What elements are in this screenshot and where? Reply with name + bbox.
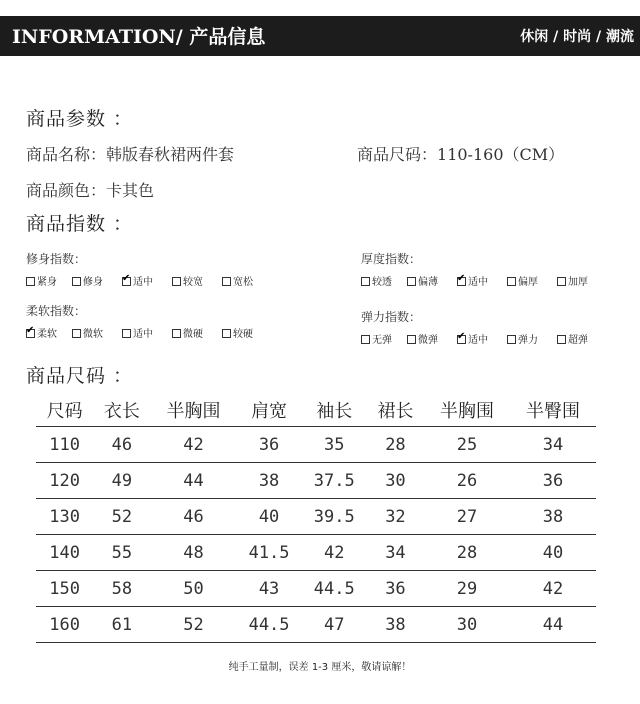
index-option[interactable] — [122, 273, 153, 288]
table-cell: 37.5 — [302, 463, 367, 499]
index-option[interactable] — [26, 325, 57, 340]
index-option-label: 适中 — [468, 277, 488, 288]
checkbox-icon[interactable] — [507, 335, 516, 344]
table-cell: 28 — [424, 535, 510, 571]
index-option[interactable] — [361, 273, 392, 288]
index-title: 弹力指数： — [361, 310, 422, 324]
index-option-label: 较宽 — [183, 277, 203, 288]
index-option-label: 较透 — [372, 277, 392, 288]
softness-index — [26, 302, 286, 339]
table-cell: 27 — [424, 499, 510, 535]
checkbox-icon[interactable] — [557, 335, 566, 344]
product-name-value: 韩版春秋裙两件套 — [106, 145, 235, 164]
index-option[interactable] — [26, 273, 57, 288]
index-option[interactable] — [507, 273, 538, 288]
checkbox-icon[interactable] — [72, 329, 81, 338]
product-size — [357, 142, 564, 165]
table-cell: 50 — [151, 571, 237, 607]
column-header: 裙长 — [367, 394, 424, 427]
index-option-label: 微弹 — [418, 335, 438, 346]
checkbox-icon[interactable] — [557, 277, 566, 286]
table-cell: 55 — [93, 535, 150, 571]
index-option-label: 偏厚 — [518, 277, 538, 288]
table-cell: 130 — [36, 499, 93, 535]
table-cell: 52 — [93, 499, 150, 535]
checked-checkbox-icon[interactable] — [457, 335, 466, 344]
table-cell: 29 — [424, 571, 510, 607]
checked-checkbox-icon[interactable] — [457, 277, 466, 286]
table-cell: 47 — [302, 607, 367, 643]
index-option-label: 适中 — [133, 329, 153, 340]
table-cell: 46 — [93, 427, 150, 463]
table-cell: 44 — [510, 607, 596, 643]
size-table — [36, 394, 596, 643]
banner-title: INFORMATION/ 产品信息 — [12, 26, 266, 48]
table-cell: 110 — [36, 427, 93, 463]
column-header: 肩宽 — [236, 394, 301, 427]
index-option-label: 修身 — [83, 277, 103, 288]
measurement-note: 纯手工量制，误差 1-3 厘米，敬请谅解！ — [228, 662, 412, 673]
checkbox-icon[interactable] — [172, 277, 181, 286]
index-option-label: 紧身 — [37, 277, 57, 288]
index-option-label: 弹力 — [518, 335, 538, 346]
table-cell: 49 — [93, 463, 150, 499]
table-cell: 48 — [151, 535, 237, 571]
table-row — [36, 607, 596, 643]
index-option[interactable] — [407, 331, 438, 346]
checked-checkbox-icon[interactable] — [26, 329, 35, 338]
index-title: 厚度指数： — [361, 252, 422, 266]
table-cell: 38 — [510, 499, 596, 535]
column-header: 尺码 — [36, 394, 93, 427]
product-name-label: 商品名称： — [26, 145, 107, 164]
table-cell: 35 — [302, 427, 367, 463]
index-heading: 商品指数 ： — [26, 213, 134, 235]
table-row — [36, 499, 596, 535]
index-option-label: 适中 — [133, 277, 153, 288]
table-cell: 42 — [510, 571, 596, 607]
table-cell: 120 — [36, 463, 93, 499]
product-size-value: 110-160（CM） — [437, 145, 565, 164]
table-cell: 28 — [367, 427, 424, 463]
table-cell: 40 — [236, 499, 301, 535]
checkbox-icon[interactable] — [72, 277, 81, 286]
table-row — [36, 427, 596, 463]
product-size-label: 商品尺码： — [357, 145, 438, 164]
table-cell: 36 — [367, 571, 424, 607]
checkbox-icon[interactable] — [361, 335, 370, 344]
table-cell: 32 — [367, 499, 424, 535]
index-option-label: 微硬 — [183, 329, 203, 340]
index-option[interactable] — [507, 331, 538, 346]
checkbox-icon[interactable] — [361, 277, 370, 286]
index-option[interactable] — [557, 331, 588, 346]
index-option[interactable] — [407, 273, 438, 288]
index-option-label: 较硬 — [233, 329, 253, 340]
table-cell: 30 — [424, 607, 510, 643]
banner-tagline: 休闲 / 时尚 / 潮流 — [520, 29, 634, 45]
index-option[interactable] — [457, 331, 488, 346]
checkbox-icon[interactable] — [122, 329, 131, 338]
index-title: 柔软指数： — [26, 304, 87, 318]
checkbox-icon[interactable] — [507, 277, 516, 286]
index-option-label: 偏薄 — [418, 277, 438, 288]
checkbox-icon[interactable] — [222, 277, 231, 286]
table-cell: 41.5 — [236, 535, 301, 571]
index-option-label: 微软 — [83, 329, 103, 340]
fit-index — [26, 250, 286, 287]
table-cell: 140 — [36, 535, 93, 571]
table-cell: 150 — [36, 571, 93, 607]
index-option[interactable] — [72, 273, 103, 288]
table-cell: 52 — [151, 607, 237, 643]
product-color — [26, 178, 154, 201]
thickness-index — [361, 250, 621, 287]
product-name — [26, 142, 234, 165]
index-option[interactable] — [222, 273, 253, 288]
index-option[interactable] — [122, 325, 153, 340]
index-option-label: 无弹 — [372, 335, 392, 346]
column-header: 衣长 — [93, 394, 150, 427]
table-row — [36, 463, 596, 499]
table-cell: 36 — [236, 427, 301, 463]
index-option-label: 适中 — [468, 335, 488, 346]
table-cell: 58 — [93, 571, 150, 607]
index-option[interactable] — [72, 325, 103, 340]
table-row — [36, 535, 596, 571]
table-cell: 44.5 — [302, 571, 367, 607]
table-cell: 42 — [302, 535, 367, 571]
sizes-heading: 商品尺码 ： — [26, 365, 134, 387]
elasticity-index — [361, 308, 621, 345]
index-option[interactable] — [557, 273, 588, 288]
column-header: 半臀围 — [510, 394, 596, 427]
table-cell: 25 — [424, 427, 510, 463]
checkbox-icon[interactable] — [407, 277, 416, 286]
table-cell: 30 — [367, 463, 424, 499]
index-option[interactable] — [172, 325, 203, 340]
product-color-label: 商品颜色： — [26, 181, 107, 200]
table-cell: 36 — [510, 463, 596, 499]
checkbox-icon[interactable] — [172, 329, 181, 338]
column-header: 袖长 — [302, 394, 367, 427]
table-cell: 39.5 — [302, 499, 367, 535]
table-cell: 44.5 — [236, 607, 301, 643]
table-cell: 38 — [236, 463, 301, 499]
table-cell: 34 — [510, 427, 596, 463]
table-cell: 40 — [510, 535, 596, 571]
size-table-header — [36, 394, 596, 427]
index-option-label: 宽松 — [233, 277, 253, 288]
index-option-label: 柔软 — [37, 329, 57, 340]
column-header: 半胸围 — [424, 394, 510, 427]
table-cell: 61 — [93, 607, 150, 643]
table-cell: 46 — [151, 499, 237, 535]
table-cell: 26 — [424, 463, 510, 499]
index-option-label: 加厚 — [568, 277, 588, 288]
table-cell: 42 — [151, 427, 237, 463]
table-cell: 34 — [367, 535, 424, 571]
product-color-value: 卡其色 — [106, 181, 155, 200]
table-cell: 38 — [367, 607, 424, 643]
checkbox-icon[interactable] — [26, 277, 35, 286]
index-option[interactable] — [222, 325, 253, 340]
table-row — [36, 571, 596, 607]
index-option-label: 超弹 — [568, 335, 588, 346]
checkbox-icon[interactable] — [407, 335, 416, 344]
params-heading: 商品参数 ： — [26, 108, 134, 130]
checked-checkbox-icon[interactable] — [122, 277, 131, 286]
index-option[interactable] — [172, 273, 203, 288]
index-option[interactable] — [361, 331, 392, 346]
index-option[interactable] — [457, 273, 488, 288]
table-cell: 44 — [151, 463, 237, 499]
info-banner — [0, 16, 640, 56]
table-cell: 43 — [236, 571, 301, 607]
column-header: 半胸围 — [151, 394, 237, 427]
checkbox-icon[interactable] — [222, 329, 231, 338]
index-title: 修身指数： — [26, 252, 87, 266]
table-cell: 160 — [36, 607, 93, 643]
